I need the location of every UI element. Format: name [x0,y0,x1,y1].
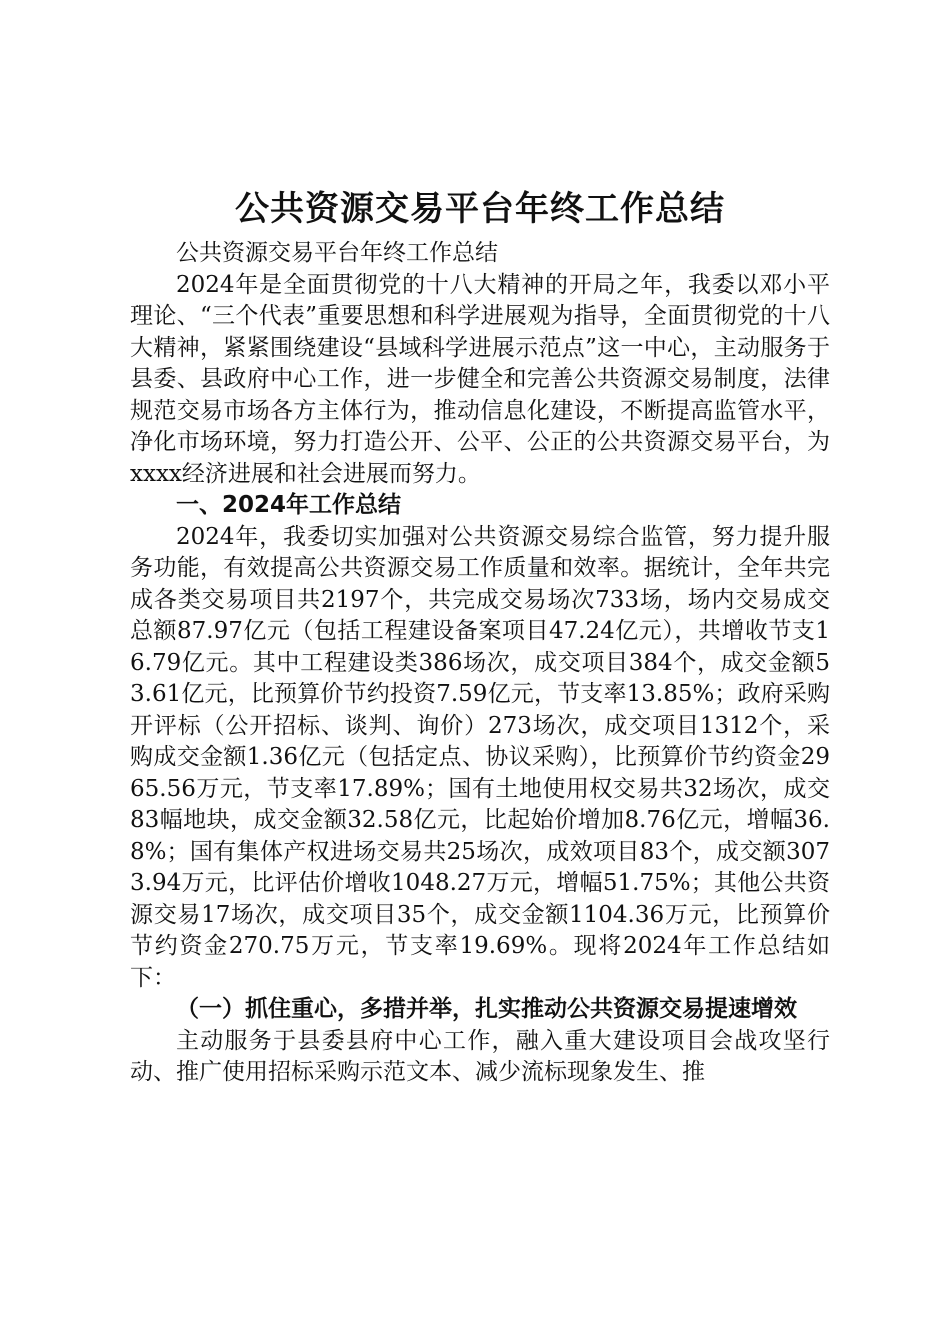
document-page [130,180,830,1089]
document-title: 公共资源交易平台年终工作总结 [235,189,725,229]
subsection-body-paragraph: 主动服务于县委县府中心工作，融入重大建设项目会战攻坚行动、推广使用招标采购示范文本、减少流标现象发生、推 [130,1027,830,1085]
subsection-heading: （一）抓住重心，多措并举，扎实推动公共资源交易提速增效 [176,996,797,1022]
intro-paragraph: 2024年是全面贯彻党的十八大精神的开局之年，我委以邓小平理论、“三个代表”重要思想和科学进展观为指导，全面贯彻党的十八大精神，紧紧围绕建设“县域科学进展示范点”这一中心，主动服务于县委、县政府中心工作，进一步健全和完善公共资源交易制度，法律规范交易市场各方主体行为，推动信息化建设，不断提高监管水平，净化市场环境，努力打造公开、公平、公正的公共资源交易平台，为xxxx经济进展和社会进展而努力。 [130,271,830,487]
section-heading: 一、2024年工作总结 [176,492,402,518]
subtitle-line: 公共资源交易平台年终工作总结 [176,240,498,266]
section-body-paragraph: 2024年，我委切实加强对公共资源交易综合监管，努力提升服务功能，有效提高公共资源交易工作质量和效率。据统计，全年共完成各类交易项目共2197个，共完成交易场次733场，场内交易成交总额87.97亿元（包括工程建设备案项目47.24亿元），共增收节支16.79亿元。其中工程建设类386场次，成交项目384个，成交金额53.61亿元，比预算价节约投资7.59亿元，节支率13.85%；政府采购开评标（公开招标、谈判、询价）273场次，成交项目1312个，采购成交金额1.36亿元（包括定点、协议采购），比预算价节约资金2965.56万元，节支率17.89%；国有土地使用权交易共32场次，成交83幅地块，成交金额32.58亿元，比起始价增加8.76亿元，增幅36.8%；国有集体产权进场交易共25场次，成效项目83个，成交额3073.94万元，比评估价增收1048.27万元，增幅51.75%；其他公共资源交易17场次，成交项目35个，成交金额1104.36万元，比预算价节约资金270.75万元，节支率19.69%。现将2024年工作总结如下： [130,523,830,991]
